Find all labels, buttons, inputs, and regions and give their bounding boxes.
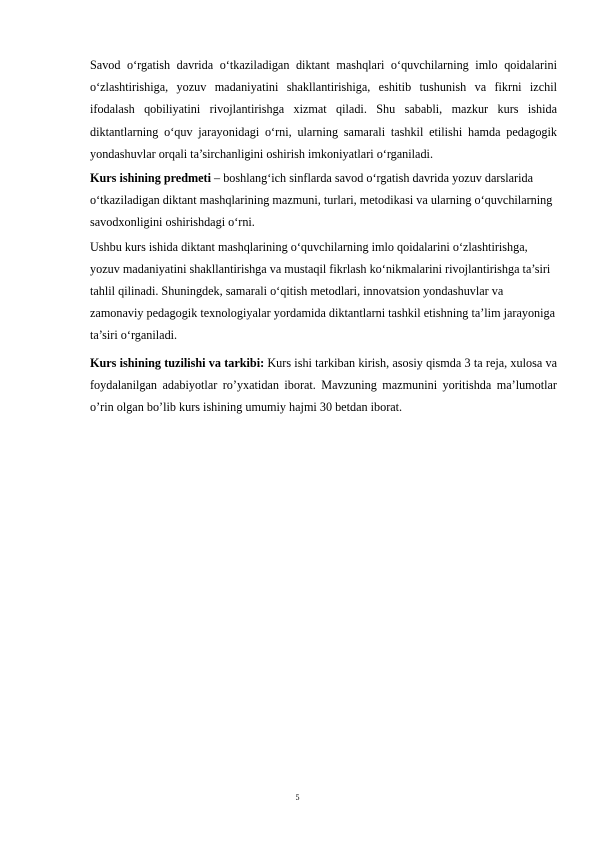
structure-paragraph bbox=[90, 352, 557, 419]
intro-paragraph: Savod o‘rgatish davrida o‘tkaziladigan diktant mashqlari o‘quvchilarning imlo qoidalarini o‘zlashtirishiga, yozuv madaniyatini shakllantirishiga, eshitib tushunish va fikrni izchil ifodalash qobiliyatini rivojlantirishga xizmat qiladi. Shu sababli, mazkur kurs ishida diktantlarning o‘quv jarayonidagi o‘rni, ularning samarali tashkil etilishi hamda pedagogik yondashuvlar orqali ta’sirchanligini oshirish imkoniyatlari o‘rganiladi. bbox=[90, 58, 557, 161]
document-body bbox=[90, 54, 557, 418]
analysis-paragraph: Ushbu kurs ishida diktant mashqlarining o‘quvchilarning imlo qoidalarini o‘zlashtirishga, yozuv madaniyatini shakllantirishga va mustaqil fikrlash ko‘nikmalarini rivojlantirishga ta’siri tahlil qilinadi. Shuningdek, samarali o‘qitish metodlari, innovatsion yondashuvlar va zamonaviy pedagogik texnologiyalar yordamida diktantlarni tashkil etishning ta’lim jarayoniga ta’siri o‘rganiladi. bbox=[90, 239, 556, 343]
structure-text: Kurs ishi tarkiban kirish, asosiy qismda 3 ta reja, xulosa va foydalanilgan adabiyotlar ro’yxatidan iborat. Mavzuning mazmunini yoritishda ma’lumotlar o’rin olgan bo’lib kurs ishining umumiy hajmi 30 betdan iborat. bbox=[90, 355, 557, 415]
subject-paragraph bbox=[90, 167, 557, 234]
subject-heading: Kurs ishining predmeti bbox=[90, 171, 211, 186]
subject-text: – boshlang‘ich sinflarda savod o‘rgatish davrida yozuv darslarida o‘tkaziladigan diktant mashqlarining mazmuni, turlari, metodikasi va ularning o‘quvchilarning savodxonligini oshirishdagi o‘rni. bbox=[90, 171, 553, 230]
page-number: 5 bbox=[295, 793, 300, 802]
structure-heading: Kurs ishining tuzilishi va tarkibi: bbox=[90, 355, 265, 370]
